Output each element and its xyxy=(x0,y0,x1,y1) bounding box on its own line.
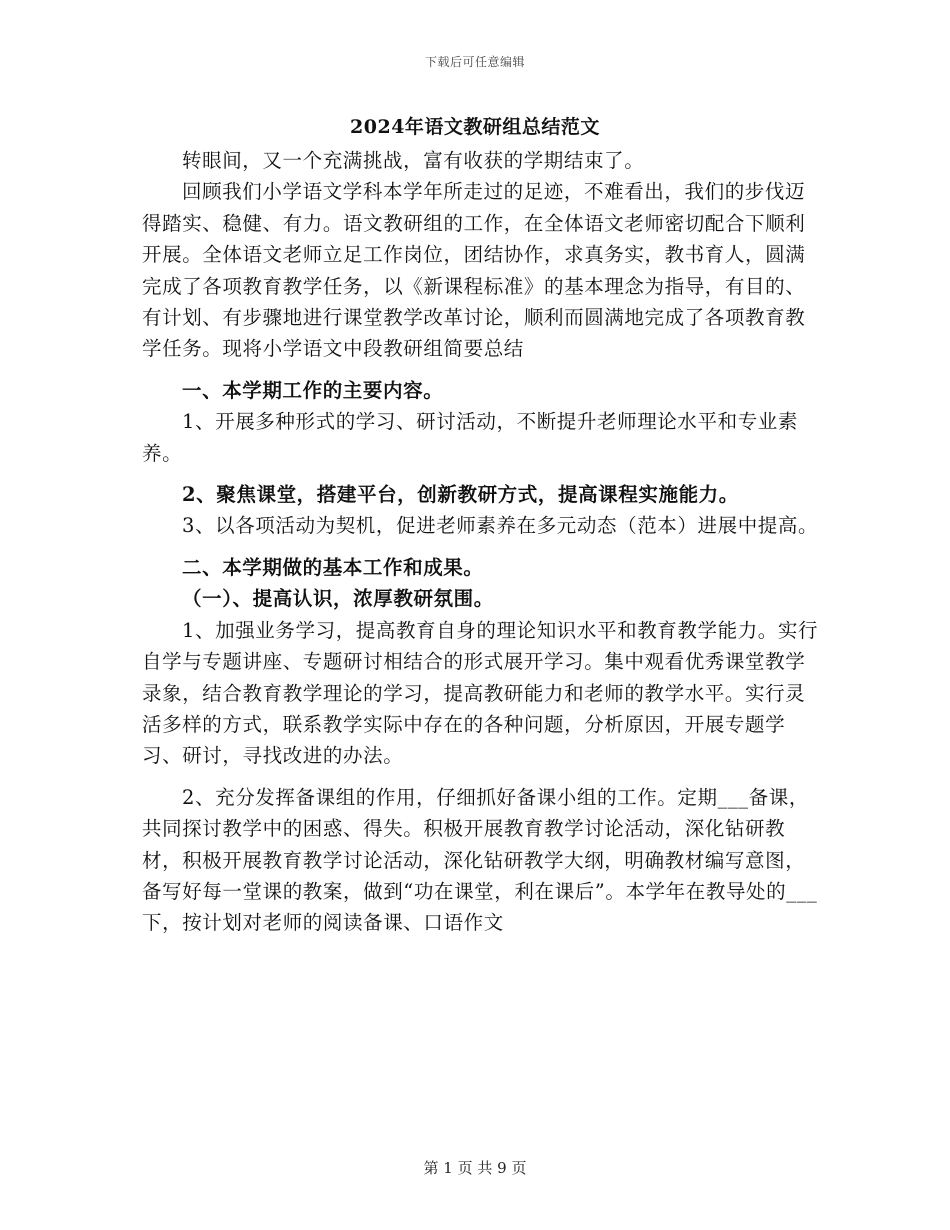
document-title: 2024年语文教研组总结范文 xyxy=(350,116,600,138)
list-item-activities-opportunity: 3、以各项活动为契机，促进老师素养在多元动态（范本）进展中提高。 xyxy=(182,514,819,538)
paragraph-review: 回顾我们小学语文学科本学年所走过的足迹，不难看出，我们的步伐迈得踏实、稳健、有力。语文教研组的工作，在全体语文老师密切配合下顺利开展。全体语文老师立足工作岗位，团结协作，求真务实，教书育人，圆满完成了各项教育教学任务，以《新课程标准》的基本理念为指导，有目的、有计划、有步骤地进行课堂教学改革讨论，顺利而圆满地完成了各项教育教学任务。现将小学语文中段教研组简要总结 xyxy=(142,180,806,361)
section-heading-main-content: 一、本学期工作的主要内容。 xyxy=(182,378,444,402)
list-item-business-study: 1、加强业务学习，提高教育自身的理论知识水平和教育教学能力。实行自学与专题讲座、专题研讨相结合的形式展开学习。集中观看优秀课堂教学录象，结合教育教学理论的学习，提高教研能力和老师的教学水平。实行灵活多样的方式，联系教学实际中存在的各种问题，分析原因，开展专题学习、研讨，寻找改进的办法。 xyxy=(142,618,819,768)
list-item-focus-classroom: 2、聚焦课堂，搭建平台，创新教研方式，提高课程实施能力。 xyxy=(182,483,739,507)
list-item-lesson-prep-group: 2、充分发挥备课组的作用，仔细抓好备课小组的工作。定期___备课，共同探讨教学中的困惑、得失。积极开展教育教学讨论活动，深化钻研教材，积极开展教育教学讨论活动，深化钻研教学大纲，明确教材编写意图，备写好每一堂课的教案，做到“功在课堂，利在课后”。本学年在教导处的___下，按计划对老师的阅读备课、口语作文 xyxy=(142,785,818,935)
subsection-heading-awareness: （一）、提高认识，浓厚教研氛围。 xyxy=(182,587,494,611)
section-heading-basic-work: 二、本学期做的基本工作和成果。 xyxy=(182,555,484,579)
header-note: 下载后可任意编辑 xyxy=(424,55,525,69)
paragraph-intro: 转眼间，又一个充满挑战，富有收获的学期结束了。 xyxy=(182,149,645,172)
list-item-study-activities: 1、开展多种形式的学习、研讨活动，不断提升老师理论水平和专业素养。 xyxy=(142,410,799,465)
page-number: 第 1 页 共 9 页 xyxy=(423,1159,527,1177)
document-body xyxy=(142,145,822,939)
